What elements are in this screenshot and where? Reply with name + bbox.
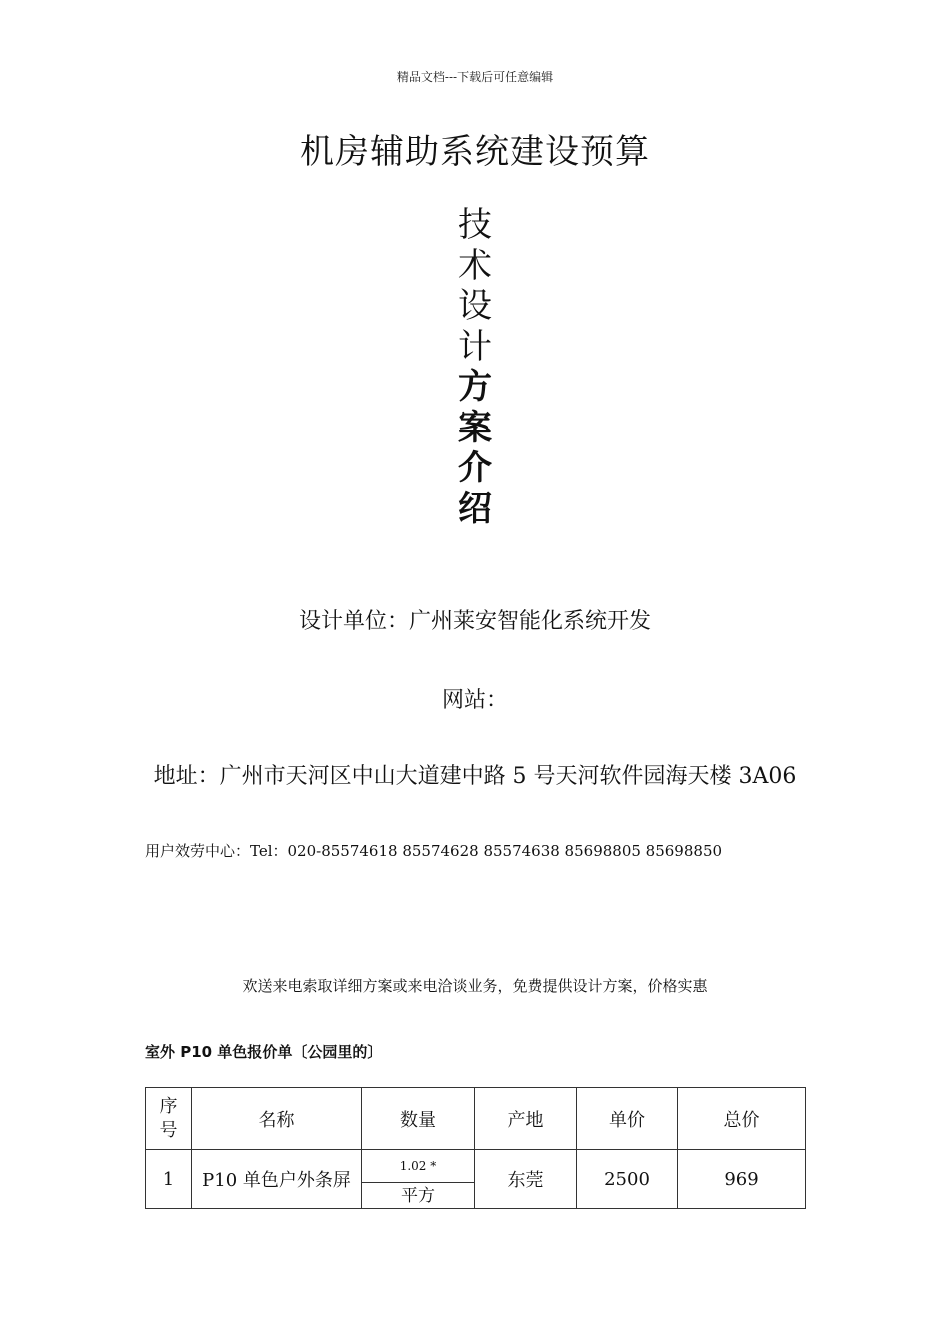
- vertical-subtitle: [455, 205, 495, 529]
- subtitle-char: 方: [458, 367, 492, 407]
- table-row: [146, 1150, 806, 1183]
- cell-origin: 东莞: [475, 1150, 577, 1209]
- service-hotline: 用户效劳中心：Tel：020-85574618 85574628 85574638 85698805 85698850: [145, 842, 723, 860]
- table-header-row: [146, 1088, 806, 1150]
- subtitle-char: 技: [458, 205, 492, 245]
- watermark-header: 精品文档---下载后可任意编辑: [396, 70, 554, 84]
- cell-no: 1: [146, 1150, 192, 1209]
- subtitle-char: 案: [458, 407, 492, 448]
- cell-total: 969: [678, 1150, 806, 1209]
- header-total: 总价: [678, 1088, 806, 1150]
- header-origin: 产地: [475, 1088, 577, 1150]
- cell-unit-price: 2500: [577, 1150, 678, 1209]
- cell-qty-value: 1.02 *: [362, 1150, 475, 1183]
- quote-title: 室外 P10 单色报价单〔公园里的〕: [145, 1043, 383, 1061]
- quote-table: [145, 1087, 806, 1209]
- subtitle-char: 计: [458, 326, 492, 367]
- header-no: 序号: [146, 1088, 192, 1150]
- header-qty: 数量: [362, 1088, 475, 1150]
- cell-name: P10 单色户外条屏: [192, 1150, 362, 1209]
- welcome-note: 欢送来电索取详细方案或来电洽谈业务，免费提供设计方案，价格实惠: [242, 977, 708, 995]
- cell-qty-unit: 平方: [362, 1183, 475, 1209]
- document-title: 机房辅助系统建设预算: [300, 132, 650, 172]
- subtitle-char: 介: [458, 448, 492, 488]
- header-unit-price: 单价: [577, 1088, 678, 1150]
- design-unit-line: 设计单位：广州莱安智能化系统开发: [298, 609, 651, 634]
- website-line: 网站：: [441, 688, 508, 713]
- subtitle-char: 术: [458, 245, 492, 286]
- header-name: 名称: [192, 1088, 362, 1150]
- address-line: 地址：广州市天河区中山大道建中路 5 号天河软件园海天楼 3A06: [153, 764, 797, 789]
- subtitle-char: 绍: [458, 488, 492, 529]
- subtitle-char: 设: [458, 286, 492, 326]
